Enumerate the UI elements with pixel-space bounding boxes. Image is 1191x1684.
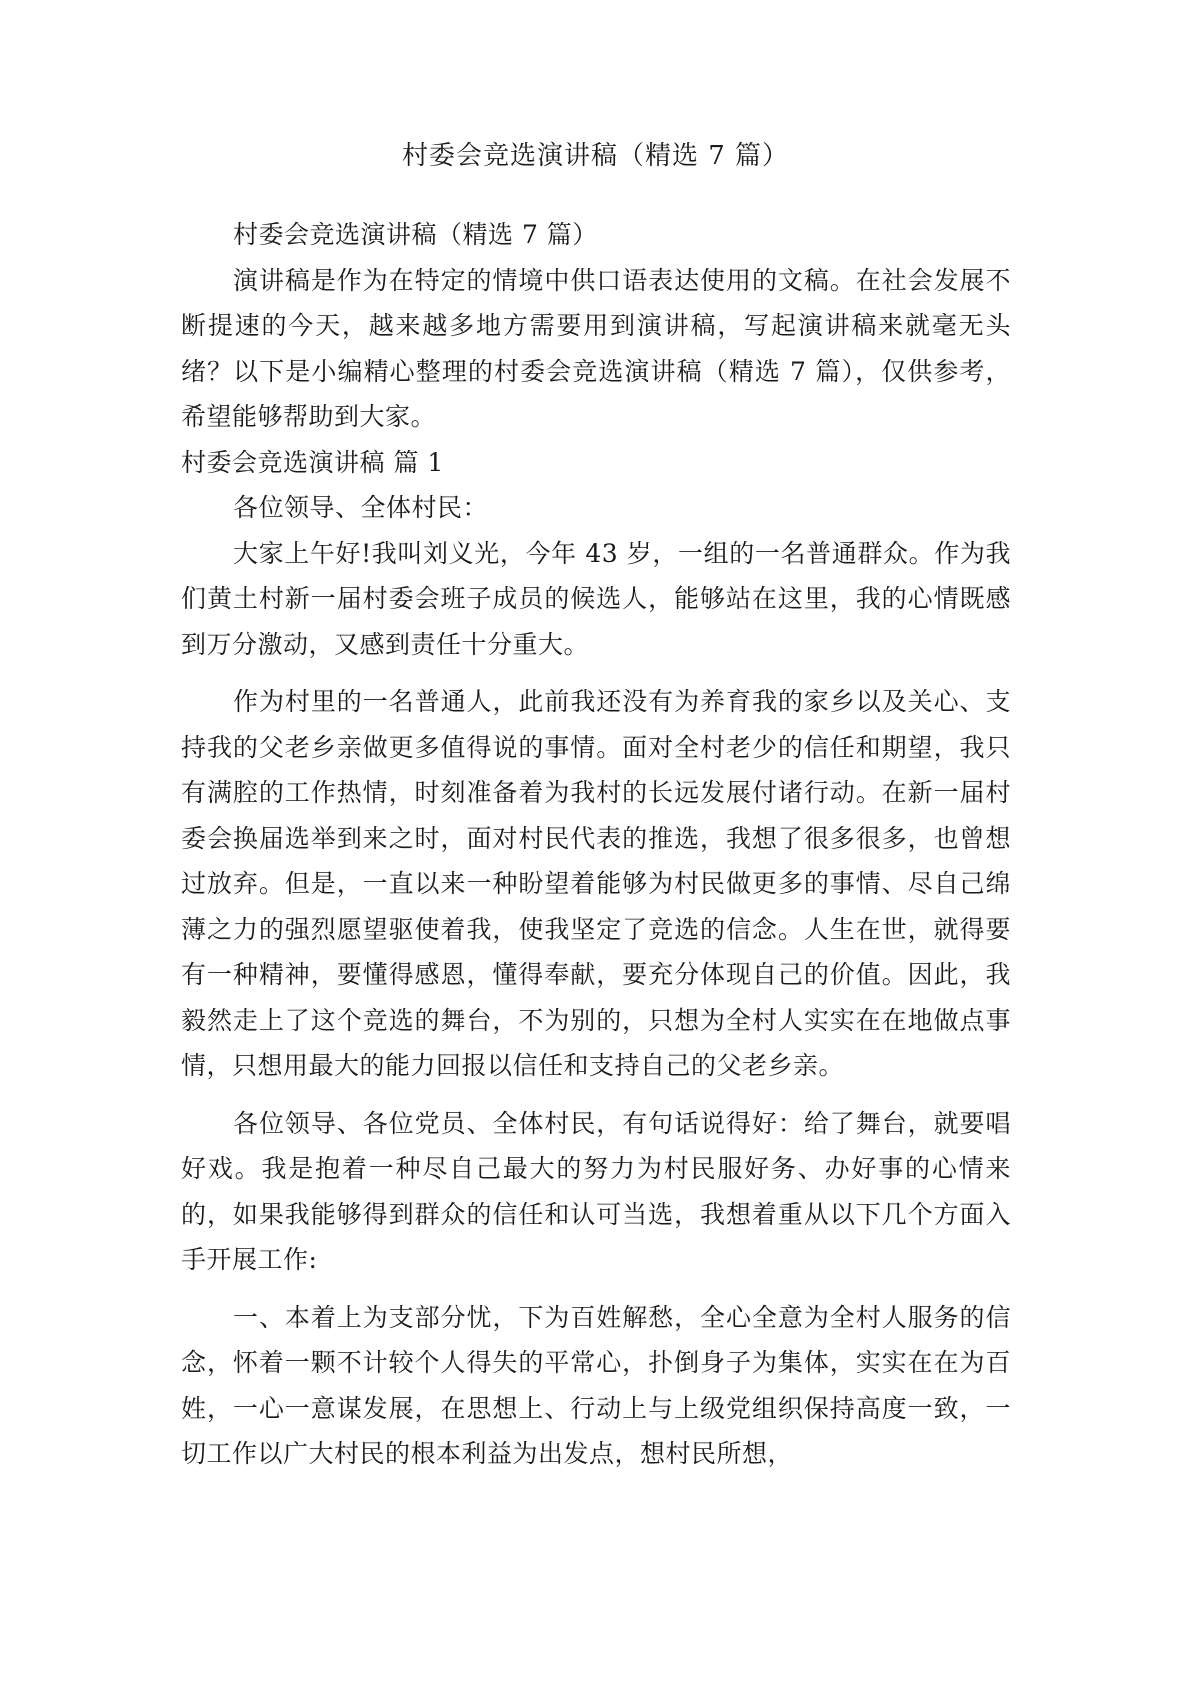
intro-paragraph: 演讲稿是作为在特定的情境中供口语表达使用的文稿。在社会发展不断提速的今天，越来越多地方需要用到演讲稿，写起演讲稿来就毫无头绪？以下是小编精心整理的村委会竞选演讲稿（精选 7 篇），仅供参考，希望能够帮助到大家。 (181, 265, 1011, 431)
salutation-paragraph: 各位领导、全体村民： (233, 493, 489, 522)
document-title: 村委会竞选演讲稿（精选 7 篇） (401, 141, 790, 171)
body-paragraph: 一、本着上为支部分忧，下为百姓解愁，全心全意为全村人服务的信念，怀着一颗不计较个人得失的平常心，扑倒身子为集体，实实在在为百姓，一心一意谋发展，在思想上、行动上与上级党组织保持高度一致，一切工作以广大村民的根本利益为出发点，想村民所想， (181, 1302, 1011, 1468)
document-body (181, 212, 1011, 1489)
body-paragraph: 作为村里的一名普通人，此前我还没有为养育我的家乡以及关心、支持我的父老乡亲做更多值得说的事情。面对全村老少的信任和期望，我只有满腔的工作热情，时刻准备着为我村的长远发展付诸行动。在新一届村委会换届选举到来之时，面对村民代表的推选，我想了很多很多，也曾想过放弃。但是，一直以来一种盼望着能够为村民做更多的事情、尽自己绵薄之力的强烈愿望驱使着我，使我坚定了竞选的信念。人生在世，就得要有一种精神，要懂得感恩，懂得奉献，要充分体现自己的价值。因此，我毅然走上了这个竞选的舞台，不为别的，只想为全村人实实在在地做点事情，只想用最大的能力回报以信任和支持自己的父老乡亲。 (181, 687, 1011, 1080)
subtitle-paragraph: 村委会竞选演讲稿（精选 7 篇） (233, 220, 598, 249)
body-paragraph: 大家上午好!我叫刘义光，今年 43 岁，一组的一名普通群众。作为我们黄土村新一届村委会班子成员的候选人，能够站在这里，我的心情既感到万分激动，又感到责任十分重大。 (181, 538, 1011, 659)
body-paragraph: 各位领导、各位党员、全体村民，有句话说得好：给了舞台，就要唱好戏。我是抱着一种尽自己最大的努力为村民服好务、办好事的心情来的，如果我能够得到群众的信任和认可当选，我想着重从以下几个方面入手开展工作: (181, 1108, 1011, 1274)
section-heading: 村委会竞选演讲稿 篇 1 (181, 447, 444, 477)
